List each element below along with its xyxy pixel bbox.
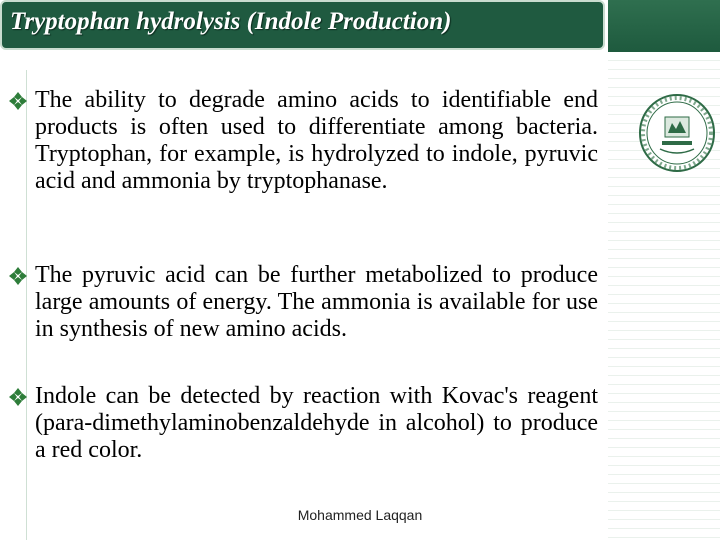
- side-header-strip: [608, 0, 720, 52]
- university-seal-logo: [638, 93, 716, 173]
- diamond-bullet-icon: [8, 91, 28, 111]
- bullet-item: [8, 262, 598, 343]
- bullet-item: [8, 383, 598, 464]
- author-name: Mohammed Laqqan: [297, 507, 423, 523]
- bullet-text: The ability to degrade amino acids to identifiable end products is often used to differentiate among bacteria. Tryptophan, for example, is hydrolyzed to indole, pyruvic acid and ammonia by tryptophanase.: [35, 87, 598, 194]
- slide-title: Tryptophan hydrolysis (Indole Production): [10, 8, 452, 35]
- footer: [0, 507, 720, 523]
- bullet-item: [8, 87, 598, 195]
- diamond-bullet-icon: [8, 266, 28, 286]
- bullet-text: Indole can be detected by reaction with Kovac's reagent (para-dimethylaminobenzaldehyde in alcohol) to produce a red color.: [35, 383, 598, 463]
- diamond-bullet-icon: [8, 387, 28, 407]
- title-bar: [0, 0, 605, 50]
- bullet-text: The pyruvic acid can be further metabolized to produce large amounts of energy. The ammonia is available for use in synthesis of new amino acids.: [35, 262, 598, 342]
